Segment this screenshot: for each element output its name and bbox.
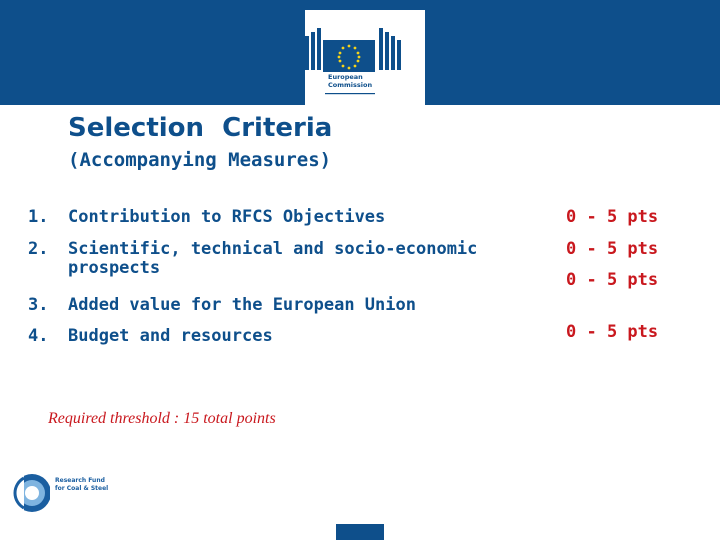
- criterion-number: 3.: [28, 295, 49, 315]
- criterion-2-score: 0 - 5 pts: [566, 239, 659, 259]
- criterion-number: 2.: [28, 239, 49, 259]
- rfcs-logo-text: Research Fund for Coal & Steel: [55, 477, 109, 492]
- criterion-3-score: 0 - 5 pts: [566, 270, 659, 290]
- threshold-note: Required threshold : 15 total points: [48, 410, 276, 427]
- criterion-text: Contribution to RFCS Objectives: [68, 207, 386, 227]
- bottom-tab: [336, 524, 384, 540]
- ec-logo-text: European Commission: [328, 73, 373, 89]
- criterion-4-score: 0 - 5 pts: [566, 322, 659, 342]
- slide-subtitle: (Accompanying Measures): [68, 149, 332, 171]
- criterion-text: Added value for the European Union: [68, 295, 416, 315]
- criterion-1: [28, 208, 528, 227]
- criterion-2: [28, 240, 538, 278]
- slide-title: Selection Criteria: [68, 113, 333, 143]
- criterion-text: Budget and resources: [68, 326, 273, 346]
- criterion-text: Scientific, technical and socio-economic prospects: [68, 239, 478, 278]
- criterion-number: 1.: [28, 207, 49, 227]
- rfcs-logo-icon: [10, 470, 50, 516]
- criterion-4: [28, 327, 528, 346]
- criterion-number: 4.: [28, 326, 49, 346]
- criterion-3: [28, 296, 528, 315]
- european-commission-logo: [305, 10, 425, 105]
- criterion-1-score: 0 - 5 pts: [566, 207, 659, 227]
- ec-building-icon: [305, 10, 425, 105]
